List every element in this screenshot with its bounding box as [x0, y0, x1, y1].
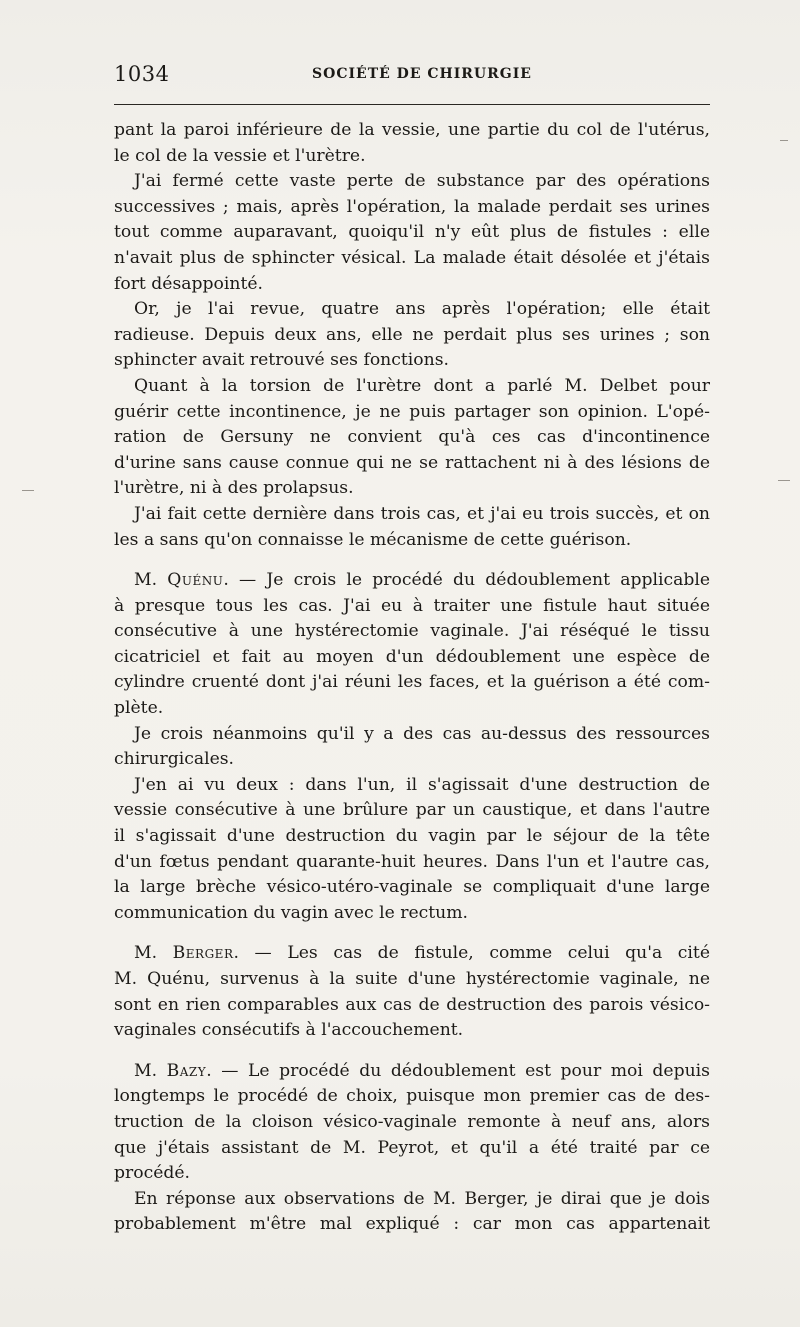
text-line: plète. [114, 698, 164, 719]
text-line: consécutive à une hystérectomie vaginale. J'ai réséqué le tissu [114, 621, 710, 642]
scan-speck [778, 480, 790, 481]
speaker-name: Berger [172, 943, 234, 964]
text-line: chirurgicales. [114, 749, 235, 770]
text-line: il s'agissait d'une destruction du vagin par le séjour de la tête [114, 826, 710, 847]
speaker-line-berger: M. Berger. — Les cas de fistule, comme celui qu'a cité [134, 943, 710, 964]
scan-speck [780, 140, 788, 141]
text-line: successives ; mais, après l'opération, la malade perdait ses urines [114, 196, 710, 217]
text-line: guérir cette incontinence, je ne puis partager son opinion. L'opé- [114, 401, 710, 422]
text-line: n'avait plus de sphincter vésical. La malade était désolée et j'étais [114, 247, 710, 268]
speaker-line-bazy: M. Bazy. — Le procédé du dédoublement est pour moi depuis [134, 1060, 710, 1081]
text-line: communication du vagin avec le rectum. [114, 902, 468, 923]
body-text [114, 118, 710, 1238]
text-line: ration de Gersuny ne convient qu'à ces cas d'incontinence [114, 427, 710, 448]
text-line: sphincter avait retrouvé ses fonctions. [114, 350, 449, 371]
text-line: la large brèche vésico-utéro-vaginale se compliquait d'une large [114, 877, 710, 898]
speaker-line-quenu: M. Quénu. — Je crois le procédé du dédoublement applicable [134, 570, 710, 591]
text-line: sont en rien comparables aux cas de destruction des parois vésico- [114, 994, 710, 1015]
text-line: à presque tous les cas. J'ai eu à traiter une fistule haut située [114, 595, 710, 616]
text-line: longtemps le procédé de choix, puisque mon premier cas de des- [114, 1086, 710, 1107]
text-line: cicatriciel et fait au moyen d'un dédoublement une espèce de [114, 646, 710, 667]
page-header [114, 62, 710, 92]
paragraph-gap [114, 553, 710, 568]
text-line: radieuse. Depuis deux ans, elle ne perdait plus ses urines ; son [114, 324, 710, 345]
text-line: procédé. [114, 1163, 191, 1184]
speaker-name: Bazy [166, 1060, 207, 1081]
header-rule [114, 104, 710, 105]
text-line: l'urètre, ni à des prolapsus. [114, 478, 354, 499]
text-line: fort désappointé. [114, 273, 263, 294]
text-line: Or, je l'ai revue, quatre ans après l'opération; elle était [134, 299, 710, 320]
text-line: d'urine sans cause connue qui ne se rattachent ni à des lésions de [114, 452, 710, 473]
text-line: le col de la vessie et l'urètre. [114, 145, 366, 166]
text-line: Quant à la torsion de l'urètre dont a parlé M. Delbet pour [134, 375, 710, 396]
page-number: 1034 [114, 62, 170, 86]
speaker-name: Quénu [167, 570, 224, 591]
scan-speck [22, 490, 34, 491]
text-line: J'ai fermé cette vaste perte de substance par des opérations [134, 171, 710, 192]
text-line: d'un fœtus pendant quarante-huit heures. Dans l'un et l'autre cas, [114, 851, 710, 872]
text-line: probablement m'être mal expliqué : car mon cas appartenait [114, 1214, 710, 1235]
text-line: J'ai fait cette dernière dans trois cas, et j'ai eu trois succès, et on [134, 503, 710, 524]
text-line: Je crois néanmoins qu'il y a des cas au-dessus des ressources [134, 723, 710, 744]
text-line: cylindre cruenté dont j'ai réuni les faces, et la guérison a été com- [114, 672, 710, 693]
text-line: J'en ai vu deux : dans l'un, il s'agissait d'une destruction de [134, 774, 710, 795]
running-title: SOCIÉTÉ DE CHIRURGIE [312, 66, 532, 82]
text-line: vessie consécutive à une brûlure par un caustique, et dans l'autre [114, 800, 710, 821]
text-line: que j'étais assistant de M. Peyrot, et qu'il a été traité par ce [114, 1137, 710, 1158]
text-line: pant la paroi inférieure de la vessie, une partie du col de l'utérus, [114, 120, 710, 140]
text-line: truction de la cloison vésico-vaginale remonte à neuf ans, alors [114, 1111, 710, 1132]
text-line: M. Quénu, survenus à la suite d'une hystérectomie vaginale, ne [114, 969, 710, 989]
text-line: vaginales consécutifs à l'accouchement. [114, 1020, 464, 1041]
text-line: tout comme auparavant, quoiqu'il n'y eût plus de fistules : elle [114, 222, 710, 243]
text-line: les a sans qu'on connaisse le mécanisme de cette guérison. [114, 529, 632, 550]
paragraph-gap [114, 926, 710, 941]
text-line: En réponse aux observations de M. Berger, je dirai que je dois [134, 1188, 710, 1209]
paragraph-gap [114, 1044, 710, 1059]
